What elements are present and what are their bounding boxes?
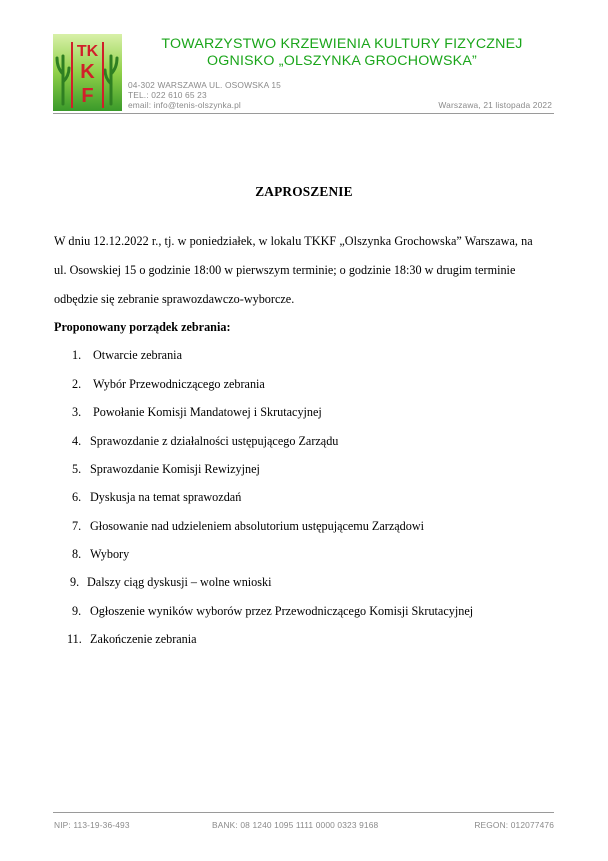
document-title: ZAPROSZENIE	[255, 184, 353, 199]
agenda-item-number: 4.	[72, 434, 82, 448]
svg-text:K: K	[80, 61, 95, 83]
body-line-3: odbędzie się zebranie sprawozdawczo-wyborcze.	[54, 292, 295, 306]
agenda-item-number: 9.	[70, 575, 80, 589]
email: email: info@tenis-olszynka.pl	[128, 100, 241, 110]
svg-text:F: F	[81, 85, 94, 107]
agenda-item-number: 3.	[72, 405, 82, 419]
agenda-item-text: Wybór Przewodniczącego zebrania	[93, 377, 265, 391]
body-line-2: ul. Osowskiej 15 o godzinie 18:00 w pierwszym terminie; o godzinie 18:30 w drugim terminie	[54, 263, 516, 277]
agenda-item-text: Sprawozdanie z działalności ustępującego Zarządu	[90, 434, 339, 448]
agenda-item-text: Głosowanie nad udzieleniem absolutorium ustępującemu Zarządowi	[90, 519, 425, 533]
footer-regon: REGON: 012077476	[474, 820, 554, 830]
tkkf-logo	[53, 34, 122, 111]
agenda-item-number: 7.	[72, 519, 82, 533]
place-date: Warszawa, 21 listopada 2022	[438, 100, 552, 110]
agenda-item-text: Wybory	[90, 547, 130, 561]
agenda-item-number: 8.	[72, 547, 82, 561]
org-name-line2: OGNISKO „OLSZYNKA GROCHOWSKA”	[207, 53, 477, 69]
address: 04-302 WARSZAWA UL. OSOWSKA 15	[128, 80, 281, 90]
agenda-item-text: Dyskusja na temat sprawozdań	[90, 490, 242, 504]
agenda-item-number: 5.	[72, 462, 82, 476]
body-line-1: W dniu 12.12.2022 r., tj. w poniedziałek, w lokalu TKKF „Olszynka Grochowska” Warszawa, na	[54, 234, 533, 248]
header-divider	[53, 113, 554, 114]
agenda-item-text: Ogłoszenie wyników wyborów przez Przewodniczącego Komisji Skrutacyjnej	[90, 604, 474, 618]
footer-divider	[53, 812, 554, 813]
agenda-item-number: 1.	[72, 348, 82, 362]
agenda-item-text: Dalszy ciąg dyskusji – wolne wnioski	[87, 575, 272, 589]
footer-bank-account: BANK: 08 1240 1095 1111 0000 0323 9168	[212, 820, 379, 830]
org-name-line1: TOWARZYSTWO KRZEWIENIA KULTURY FIZYCZNEJ	[161, 36, 523, 52]
agenda-item-number: 11.	[67, 632, 82, 646]
agenda-item-number: 9.	[72, 604, 82, 618]
agenda-item-text: Zakończenie zebrania	[90, 632, 197, 646]
agenda-item-text: Otwarcie zebrania	[93, 348, 182, 362]
agenda-item-text: Powołanie Komisji Mandatowej i Skrutacyjnej	[93, 405, 322, 419]
svg-text:TK: TK	[76, 43, 99, 60]
footer-nip: NIP: 113-19-36-493	[54, 820, 130, 830]
phone: TEL.: 022 610 65 23	[128, 90, 207, 100]
tkkf-logo-icon	[53, 34, 122, 111]
agenda-item-text: Sprawozdanie Komisji Rewizyjnej	[90, 462, 260, 476]
agenda-heading: Proponowany porządek zebrania:	[54, 320, 231, 334]
agenda-item-number: 6.	[72, 490, 82, 504]
agenda-item-number: 2.	[72, 377, 82, 391]
